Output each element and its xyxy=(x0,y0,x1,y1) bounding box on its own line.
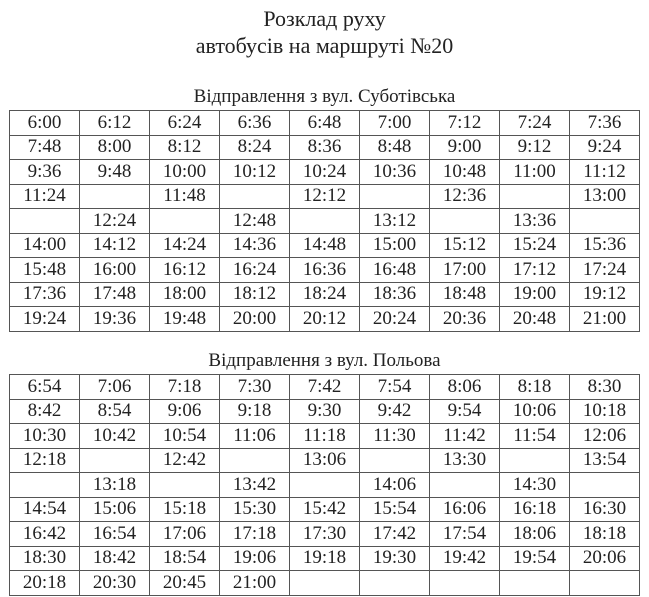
departure-time-cell: 12:36 xyxy=(430,184,500,209)
departure-time-cell: 8:42 xyxy=(10,399,80,424)
table-row xyxy=(10,307,640,332)
departure-time-cell: 10:48 xyxy=(430,160,500,185)
departure-time-cell: 10:42 xyxy=(80,424,150,449)
departure-time-cell: 19:36 xyxy=(80,307,150,332)
departure-time-cell: 13:00 xyxy=(570,184,640,209)
departure-time-cell: 13:54 xyxy=(570,448,640,473)
departure-time-cell: 15:12 xyxy=(430,233,500,258)
departure-time-cell xyxy=(290,473,360,498)
departure-time-cell: 9:12 xyxy=(500,135,570,160)
departure-time-cell: 16:24 xyxy=(220,258,290,283)
departure-time-cell: 11:54 xyxy=(500,424,570,449)
departure-time-cell: 15:06 xyxy=(80,497,150,522)
departure-time-cell: 20:12 xyxy=(290,307,360,332)
departure-time-cell: 7:12 xyxy=(430,111,500,136)
departure-time-cell: 12:24 xyxy=(80,209,150,234)
departure-time-cell: 19:06 xyxy=(220,546,290,571)
table-row xyxy=(10,160,640,185)
departure-time-cell: 17:24 xyxy=(570,258,640,283)
departure-time-cell: 19:18 xyxy=(290,546,360,571)
departure-time-cell: 7:00 xyxy=(360,111,430,136)
departure-time-cell: 9:54 xyxy=(430,399,500,424)
departure-time-cell: 11:48 xyxy=(150,184,220,209)
departure-time-cell: 19:48 xyxy=(150,307,220,332)
departure-time-cell xyxy=(150,209,220,234)
departure-time-cell xyxy=(570,473,640,498)
departure-time-cell xyxy=(500,448,570,473)
departure-time-cell xyxy=(220,448,290,473)
departure-time-cell: 17:30 xyxy=(290,522,360,547)
table-row xyxy=(10,473,640,498)
departure-time-cell: 13:12 xyxy=(360,209,430,234)
departure-time-cell: 6:54 xyxy=(10,375,80,400)
departure-time-cell: 18:48 xyxy=(430,282,500,307)
departure-time-cell: 7:42 xyxy=(290,375,360,400)
departure-time-cell: 6:24 xyxy=(150,111,220,136)
departure-time-cell: 9:30 xyxy=(290,399,360,424)
departure-time-cell: 14:06 xyxy=(360,473,430,498)
departure-time-cell: 14:36 xyxy=(220,233,290,258)
departure-time-cell xyxy=(500,571,570,596)
departure-time-cell: 11:12 xyxy=(570,160,640,185)
departure-time-cell: 19:12 xyxy=(570,282,640,307)
departure-time-cell: 7:24 xyxy=(500,111,570,136)
departure-time-cell: 14:54 xyxy=(10,497,80,522)
departure-time-cell: 19:00 xyxy=(500,282,570,307)
departure-time-cell xyxy=(360,448,430,473)
departure-time-cell: 15:42 xyxy=(290,497,360,522)
departure-time-cell: 8:00 xyxy=(80,135,150,160)
document-title-line-1: Розклад руху xyxy=(263,6,386,31)
departure-time-cell: 8:48 xyxy=(360,135,430,160)
departure-time-cell: 8:18 xyxy=(500,375,570,400)
departure-time-cell: 13:18 xyxy=(80,473,150,498)
departure-time-cell: 9:48 xyxy=(80,160,150,185)
departure-time-cell: 18:18 xyxy=(570,522,640,547)
departure-time-cell: 7:36 xyxy=(570,111,640,136)
departure-time-cell: 6:36 xyxy=(220,111,290,136)
departure-time-cell: 10:24 xyxy=(290,160,360,185)
document-title-line-2: автобусів на маршруті №20 xyxy=(195,33,454,58)
table-row xyxy=(10,258,640,283)
schedule-caption-polova: Відправлення з вул. Польова xyxy=(208,350,441,371)
departure-time-cell: 16:30 xyxy=(570,497,640,522)
departure-time-cell: 12:18 xyxy=(10,448,80,473)
departure-time-cell: 8:12 xyxy=(150,135,220,160)
departure-time-cell xyxy=(430,209,500,234)
departure-time-cell: 16:36 xyxy=(290,258,360,283)
departure-time-cell: 16:06 xyxy=(430,497,500,522)
departure-time-cell: 19:54 xyxy=(500,546,570,571)
departure-time-cell xyxy=(570,571,640,596)
departure-time-cell: 8:54 xyxy=(80,399,150,424)
departure-time-cell: 20:06 xyxy=(570,546,640,571)
departure-time-cell: 8:06 xyxy=(430,375,500,400)
departure-time-cell: 16:00 xyxy=(80,258,150,283)
departure-time-cell: 17:48 xyxy=(80,282,150,307)
departure-time-cell: 17:18 xyxy=(220,522,290,547)
departure-time-cell xyxy=(10,209,80,234)
departure-time-cell xyxy=(500,184,570,209)
departure-time-cell: 15:54 xyxy=(360,497,430,522)
departure-time-cell xyxy=(220,184,290,209)
departure-time-cell: 10:12 xyxy=(220,160,290,185)
departure-time-cell: 20:00 xyxy=(220,307,290,332)
departure-time-cell: 18:00 xyxy=(150,282,220,307)
departure-time-cell: 20:36 xyxy=(430,307,500,332)
departure-time-cell: 20:30 xyxy=(80,571,150,596)
departure-time-cell: 16:54 xyxy=(80,522,150,547)
departure-time-cell: 11:30 xyxy=(360,424,430,449)
departure-time-cell: 15:00 xyxy=(360,233,430,258)
departure-time-cell: 8:24 xyxy=(220,135,290,160)
departure-time-cell: 16:48 xyxy=(360,258,430,283)
departure-time-cell: 11:18 xyxy=(290,424,360,449)
departure-time-cell: 18:24 xyxy=(290,282,360,307)
table-row xyxy=(10,497,640,522)
departure-time-cell: 19:24 xyxy=(10,307,80,332)
departure-time-cell: 12:06 xyxy=(570,424,640,449)
departure-time-cell: 9:24 xyxy=(570,135,640,160)
departure-time-cell: 6:12 xyxy=(80,111,150,136)
departure-time-cell: 8:30 xyxy=(570,375,640,400)
departure-time-cell: 17:06 xyxy=(150,522,220,547)
schedule-caption-subotivska: Відправлення з вул. Суботівська xyxy=(193,86,456,107)
table-row xyxy=(10,282,640,307)
table-row xyxy=(10,399,640,424)
departure-time-cell: 10:30 xyxy=(10,424,80,449)
departure-time-cell: 17:36 xyxy=(10,282,80,307)
departure-time-cell xyxy=(430,473,500,498)
departure-time-cell: 17:54 xyxy=(430,522,500,547)
departure-time-cell: 15:24 xyxy=(500,233,570,258)
departure-time-cell: 11:00 xyxy=(500,160,570,185)
departure-time-cell: 11:42 xyxy=(430,424,500,449)
departure-time-cell: 12:42 xyxy=(150,448,220,473)
departure-time-cell: 14:00 xyxy=(10,233,80,258)
departure-time-cell xyxy=(80,448,150,473)
table-row xyxy=(10,233,640,258)
departure-time-cell: 18:54 xyxy=(150,546,220,571)
departure-time-cell: 13:30 xyxy=(430,448,500,473)
departure-time-cell: 18:36 xyxy=(360,282,430,307)
table-row xyxy=(10,375,640,400)
departure-time-cell: 18:12 xyxy=(220,282,290,307)
departure-time-cell: 16:42 xyxy=(10,522,80,547)
departure-time-cell: 16:12 xyxy=(150,258,220,283)
table-row xyxy=(10,209,640,234)
table-row xyxy=(10,424,640,449)
departure-time-cell: 16:18 xyxy=(500,497,570,522)
departure-time-cell: 14:24 xyxy=(150,233,220,258)
departure-time-cell: 21:00 xyxy=(570,307,640,332)
departure-time-cell: 6:00 xyxy=(10,111,80,136)
departure-time-cell: 8:36 xyxy=(290,135,360,160)
schedule-table-polova xyxy=(9,374,640,596)
departure-time-cell: 6:48 xyxy=(290,111,360,136)
departure-time-cell: 11:06 xyxy=(220,424,290,449)
table-row xyxy=(10,135,640,160)
departure-time-cell xyxy=(360,184,430,209)
table-row xyxy=(10,522,640,547)
departure-time-cell: 12:48 xyxy=(220,209,290,234)
departure-time-cell: 14:12 xyxy=(80,233,150,258)
departure-time-cell xyxy=(150,473,220,498)
departure-time-cell: 9:18 xyxy=(220,399,290,424)
departure-time-cell: 10:54 xyxy=(150,424,220,449)
departure-time-cell: 15:30 xyxy=(220,497,290,522)
departure-time-cell: 20:48 xyxy=(500,307,570,332)
departure-time-cell: 15:18 xyxy=(150,497,220,522)
departure-time-cell: 10:06 xyxy=(500,399,570,424)
departure-time-cell xyxy=(430,571,500,596)
departure-time-cell: 10:00 xyxy=(150,160,220,185)
departure-time-cell: 11:24 xyxy=(10,184,80,209)
departure-time-cell: 14:30 xyxy=(500,473,570,498)
departure-time-cell: 15:48 xyxy=(10,258,80,283)
departure-time-cell: 20:45 xyxy=(150,571,220,596)
departure-time-cell: 7:54 xyxy=(360,375,430,400)
departure-time-cell: 9:00 xyxy=(430,135,500,160)
departure-time-cell xyxy=(570,209,640,234)
departure-time-cell: 13:36 xyxy=(500,209,570,234)
departure-time-cell: 14:48 xyxy=(290,233,360,258)
departure-time-cell xyxy=(290,571,360,596)
departure-time-cell: 18:42 xyxy=(80,546,150,571)
departure-time-cell: 12:12 xyxy=(290,184,360,209)
table-row xyxy=(10,111,640,136)
departure-time-cell: 15:36 xyxy=(570,233,640,258)
departure-time-cell xyxy=(290,209,360,234)
departure-time-cell: 7:18 xyxy=(150,375,220,400)
departure-time-cell: 7:30 xyxy=(220,375,290,400)
departure-time-cell xyxy=(360,571,430,596)
departure-time-cell: 20:18 xyxy=(10,571,80,596)
departure-time-cell: 20:24 xyxy=(360,307,430,332)
departure-time-cell: 10:36 xyxy=(360,160,430,185)
table-row xyxy=(10,546,640,571)
departure-time-cell: 13:06 xyxy=(290,448,360,473)
table-row xyxy=(10,571,640,596)
departure-time-cell: 17:12 xyxy=(500,258,570,283)
table-row xyxy=(10,184,640,209)
departure-time-cell: 19:30 xyxy=(360,546,430,571)
schedule-table-subotivska xyxy=(9,110,640,332)
table-row xyxy=(10,448,640,473)
departure-time-cell: 19:42 xyxy=(430,546,500,571)
departure-time-cell: 10:18 xyxy=(570,399,640,424)
departure-time-cell: 17:42 xyxy=(360,522,430,547)
departure-time-cell: 21:00 xyxy=(220,571,290,596)
departure-time-cell: 18:30 xyxy=(10,546,80,571)
departure-time-cell: 17:00 xyxy=(430,258,500,283)
departure-time-cell xyxy=(80,184,150,209)
departure-time-cell: 7:06 xyxy=(80,375,150,400)
departure-time-cell: 13:42 xyxy=(220,473,290,498)
departure-time-cell: 7:48 xyxy=(10,135,80,160)
departure-time-cell xyxy=(10,473,80,498)
departure-time-cell: 9:06 xyxy=(150,399,220,424)
departure-time-cell: 18:06 xyxy=(500,522,570,547)
departure-time-cell: 9:42 xyxy=(360,399,430,424)
departure-time-cell: 9:36 xyxy=(10,160,80,185)
